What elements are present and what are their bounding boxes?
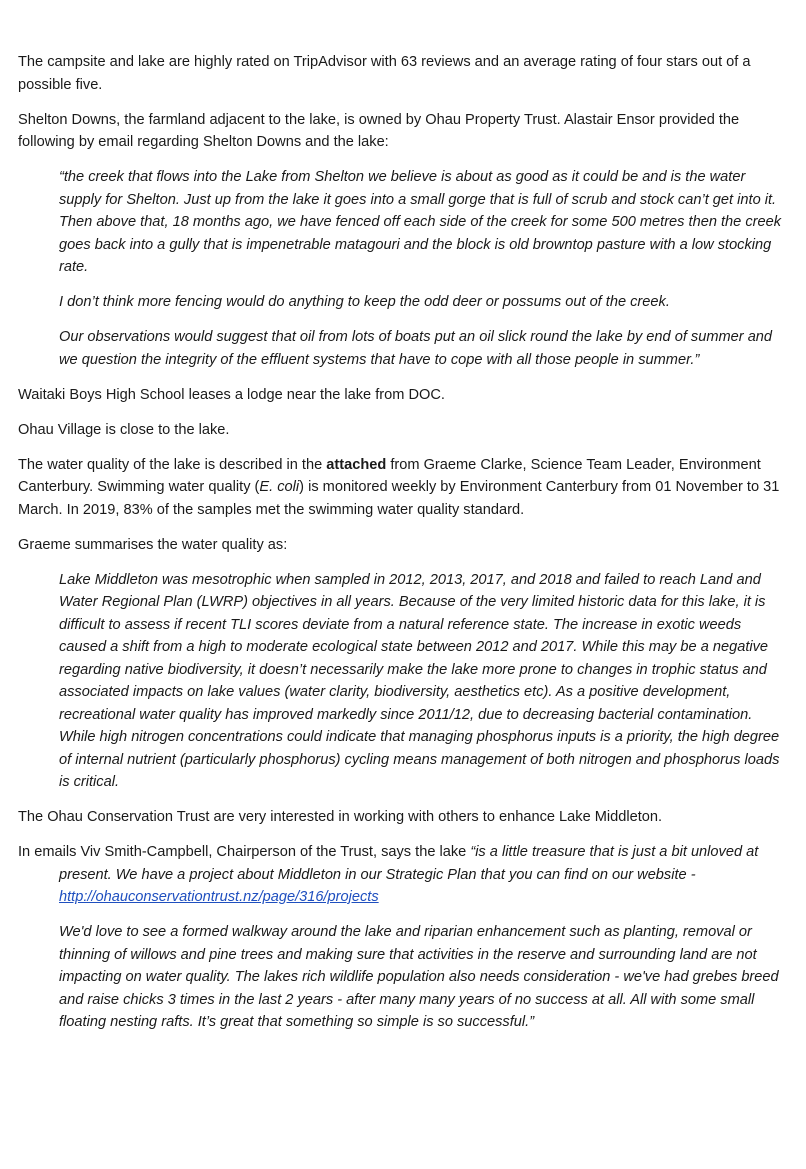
quote-ensor-fencing: I don’t think more fencing would do anything to keep the odd deer or possums out of the creek. xyxy=(59,294,670,310)
viv-text: In emails Viv Smith-Campbell, Chairperson of the Trust, says the lake xyxy=(18,844,471,860)
document-body xyxy=(18,51,790,1046)
paragraph-water-quality xyxy=(18,454,790,522)
quote-graeme: Lake Middleton was mesotrophic when sampled in 2012, 2013, 2017, and 2018 and failed to reach Land and Water Regional Plan (LWRP) objectives in all years. Because of the very limited historic data for this lake, it is difficult to assess if recent TLI scores deviate from a natural reference state. The increase in exotic weeds caused a shift from a high to moderate ecological state between 2012 and 2017. While this may be a negative regarding native biodiversity, it doesn’t necessarily make the lake more prone to changes in trophic status and associated impacts on lake values (water clarity, biodiversity, aesthetics etc). As a positive development, recreational water quality has improved markedly since 2011/12, due to decreasing bacterial contamination. While high nitrogen concentrations could indicate that managing phosphorus inputs is a priority, the high degree of internal nutrient (particularly phosphorus) cycling means management of both nitrogen and phosphorus loads is critical. xyxy=(59,571,780,790)
paragraph-graeme-summary: Graeme summarises the water quality as: xyxy=(18,536,288,553)
viv-quote-start: “is a little treasure that is just a bit unloved at xyxy=(470,844,759,860)
water-quality-text-1: The water quality of the lake is described in the xyxy=(18,456,327,473)
quote-ensor-creek: “the creek that flows into the Lake from Shelton we believe is about as good as it could be and is the water supply for Shelton. Just up from the lake it goes into a small gorge that is full of scrub and stock can’t get into it. Then above that, 18 months ago, we have fenced off each side of the creek for some 500 metres then the creek goes back into a gully that is impenetrable matagouri and the block is old browntop pasture with a low stocking rate. xyxy=(59,169,782,275)
quote-viv: We'd love to see a formed walkway around the lake and riparian enhancement such as planting, removal or thinning of willows and pine trees and making sure that activities in the reserve and surrounding land are not impacting on water quality. The lakes rich wildlife population also needs consideration - we've had grebes breed and raise chicks 3 times in the last 2 years - after many many years of no success at all. All with some small floating nesting rafts. It’s great that something so simple is so successful.” xyxy=(59,924,779,1030)
ecoli-italic: E. coli xyxy=(259,479,300,495)
paragraph-shelton-intro: Shelton Downs, the farmland adjacent to the lake, is owned by Ohau Property Trust. Alastair Ensor provided the following by email regarding Shelton Downs and the lake: xyxy=(18,111,740,150)
projects-link[interactable]: http://ohauconservationtrust.nz/page/316/projects xyxy=(59,889,379,905)
water-quality-text-3: ) is monitored weekly by Environment Canterbury from 01 November to 31 March. In 2019, 83% of the samples met the swimming water quality standard. xyxy=(18,479,780,518)
water-quality-text-2: from Graeme Clarke, Science Team Leader, Environment Canterbury. Swimming water quality ( xyxy=(18,456,761,495)
paragraph-viv xyxy=(18,841,790,864)
paragraph-ohau-village: Ohau Village is close to the lake. xyxy=(18,421,230,438)
quote-ensor-oil: Our observations would suggest that oil from lots of boats put an oil slick round the lake by end of summer and we question the integrity of the effluent systems that have to cope with all those people in summer.” xyxy=(59,329,773,368)
attached-bold: attached xyxy=(326,456,387,473)
paragraph-viv-continued xyxy=(59,864,790,909)
paragraph-conservation-trust: The Ohau Conservation Trust are very interested in working with others to enhance Lake Middleton. xyxy=(18,809,663,825)
paragraph-tripadvisor: The campsite and lake are highly rated on TripAdvisor with 63 reviews and an average rating of four stars out of a possible five. xyxy=(18,54,751,93)
paragraph-waitaki: Waitaki Boys High School leases a lodge near the lake from DOC. xyxy=(18,386,445,403)
viv-quote-continued: present. We have a project about Middleton in our Strategic Plan that you can find on our website - xyxy=(59,866,696,883)
